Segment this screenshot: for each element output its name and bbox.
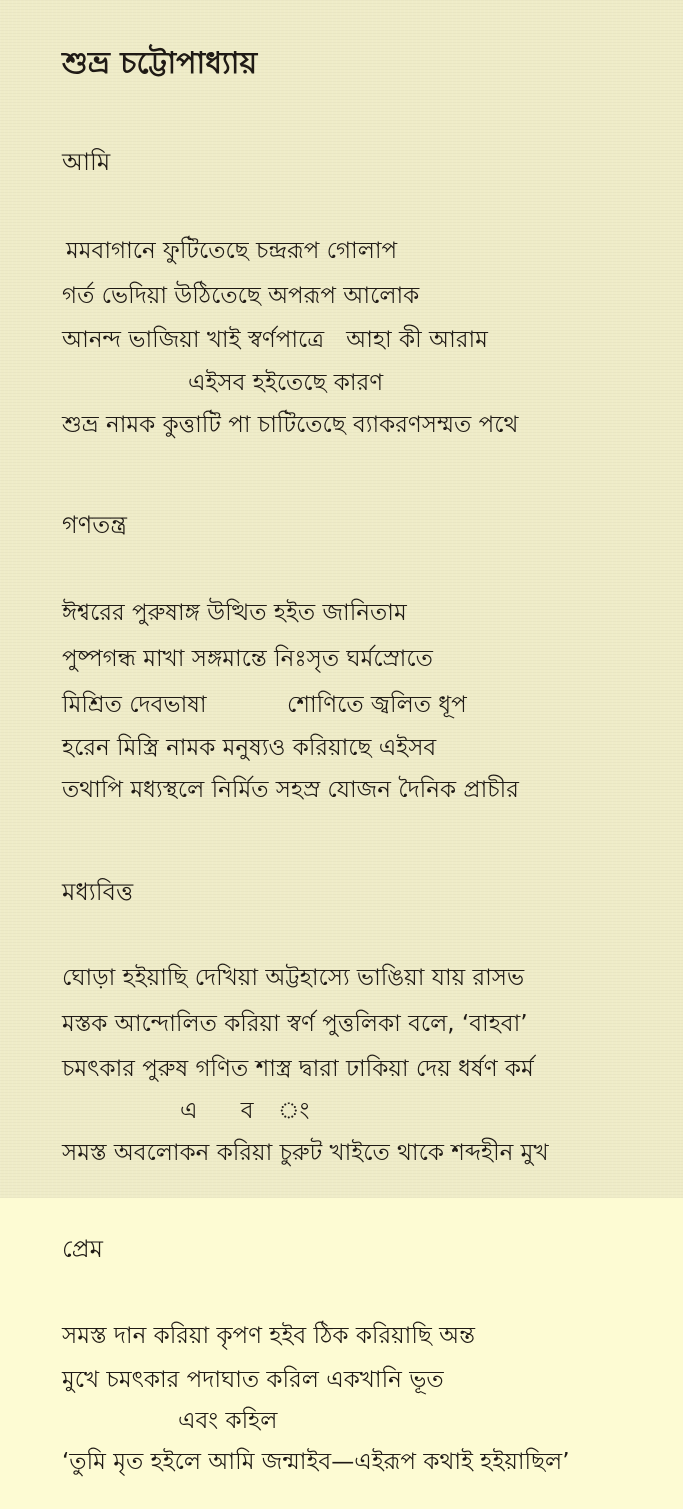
poem-line: তথাপি মধ্যস্থলে নির্মিত সহস্র যোজন দৈনিক প্রাচীর: [62, 777, 519, 803]
poem-line: শুভ্র নামক কুত্তাটি পা চাটিতেছে ব্যাকরণসম্মত পথে: [62, 412, 519, 438]
poem-title-ami: আমি: [62, 148, 111, 176]
poem-line: মুখে চমৎকার পদাঘাত করিল একখানি ভূত: [62, 1367, 444, 1393]
poem-line: এবং কহিল: [178, 1408, 278, 1434]
poem-line: মিশ্রিত দেবভাষা শোণিতে জ্বলিত ধূপ: [62, 692, 467, 718]
poem-line: এ ব ং: [180, 1098, 328, 1124]
poem-line: সমস্ত দান করিয়া কৃপণ হইব ঠিক করিয়াছি অন্ত: [62, 1323, 475, 1349]
poem-line: পুষ্পগন্ধ মাখা সঙ্গমান্তে নিঃসৃত ঘর্মস্রোতে: [62, 646, 433, 672]
poem-line: এইসব হইতেছে কারণ: [188, 370, 384, 396]
poem-line: সমস্ত অবলোকন করিয়া চুরুট খাইতে থাকে শব্দহীন মুখ: [62, 1140, 549, 1166]
poem-line: গর্ত ভেদিয়া উঠিতেছে অপরূপ আলোক: [62, 283, 420, 309]
poem-line: মমবাগানে ফুটিতেছে চন্দ্ররূপ গোলাপ: [66, 238, 398, 264]
poem-title-prem: প্রেম: [62, 1235, 103, 1263]
poem-line: আনন্দ ভাজিয়া খাই স্বর্ণপাত্রে আহা কী আরাম: [62, 327, 488, 353]
poem-title-moddhobitto: মধ্যবিত্ত: [62, 878, 134, 906]
poem-line: ‘তুমি মৃত হইলে আমি জন্মাইব—এইরূপ কথাই হইয়াছিল’: [62, 1449, 570, 1475]
poem-line: মস্তক আন্দোলিত করিয়া স্বর্ণ পুত্তলিকা বলে, ‘বাহবা’: [62, 1011, 528, 1037]
poem-line: ঈশ্বরের পুরুষাঙ্গ উত্থিত হইত জানিতাম: [62, 600, 407, 626]
poem-line: ঘোড়া হইয়াছি দেখিয়া অট্টহাস্যে ভাঙিয়া যায় রাসভ: [62, 965, 525, 991]
poem-line: চমৎকার পুরুষ গণিত শাস্ত্র দ্বারা ঢাকিয়া দেয় ধর্ষণ কর্ম: [62, 1056, 534, 1082]
poem-line: হরেন মিস্ত্রি নামক মনুষ্যও করিয়াছে এইসব: [62, 735, 437, 761]
author-name: শুভ্র চট্টোপাধ্যায়: [62, 46, 258, 81]
poem-title-gonotontro: গণতন্ত্র: [62, 511, 127, 539]
